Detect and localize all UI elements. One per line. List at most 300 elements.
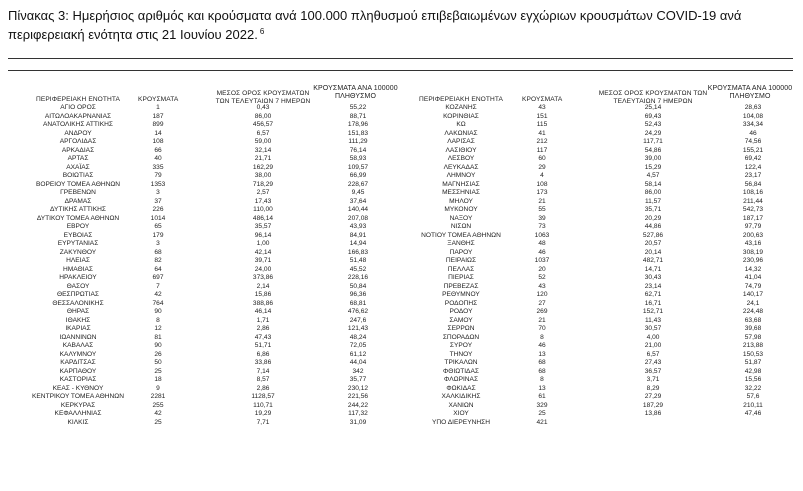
cell-cases: 25 <box>154 418 162 426</box>
cell-per100k: 247,6 <box>349 316 367 324</box>
cell-cases: 52 <box>538 274 546 281</box>
cell-avg7: 27,43 <box>644 359 662 366</box>
cell-avg7: 117,71 <box>643 138 663 145</box>
cell-cases: 40 <box>154 155 162 162</box>
cell-region: ΠΡΕΒΕΖΑΣ <box>443 282 479 290</box>
cell-avg7: 1,00 <box>256 240 270 247</box>
caption-text: Πίνακας 3: Ημερήσιος αριθμός και κρούσματα ανά 100.000 πληθυσμού επιβεβαιωμένων εγχώριων κρουσμάτων COVID-19 ανά περιφερειακή ενότητα στις 21 Ιουνίου 2022. <box>8 8 742 42</box>
cell-region: ΝΑΞΟΥ <box>449 214 473 222</box>
cell-per100k: 166,83 <box>347 248 369 256</box>
table-right <box>400 84 795 427</box>
cell-cases: 27 <box>538 299 546 307</box>
cell-per100k: 84,91 <box>349 231 367 239</box>
cell-per100k: 200,63 <box>742 231 764 239</box>
cell-region: ΙΘΑΚΗΣ <box>65 316 91 324</box>
cell-region: ΑΡΓΟΛΙΔΑΣ <box>59 138 97 145</box>
cell-per100k: 104,08 <box>742 112 764 120</box>
cell-cases: 335 <box>152 163 164 171</box>
table-row <box>8 419 393 428</box>
cell-per100k: 96,36 <box>349 291 367 298</box>
header-avg7: ΜΕΣΟΣ ΟΡΟΣ ΚΡΟΥΣΜΑΤΩΝ ΤΩΝ ΤΕΛΕΥΤΑΙΩΝ 7 ΗΜΕΡΩΝ <box>598 90 708 105</box>
cell-avg7: 39,00 <box>644 155 662 162</box>
cell-per100k: 187,17 <box>742 214 764 222</box>
cell-cases: 37 <box>154 197 162 205</box>
cell-avg7: 21,00 <box>644 342 662 349</box>
table-row <box>400 410 795 419</box>
cell-cases: 13 <box>538 384 546 392</box>
header-cases: ΚΡΟΥΣΜΑΤΑ <box>522 96 563 103</box>
cell-region: ΚΕΝΤΡΙΚΟΥ ΤΟΜΕΑ ΑΘΗΝΩΝ <box>32 393 124 400</box>
table-row <box>400 232 795 241</box>
cell-per100k: 228,67 <box>347 180 369 188</box>
cell-region: ΒΟΙΩΤΙΑΣ <box>62 172 94 179</box>
cell-cases: 82 <box>154 257 162 264</box>
cell-avg7: 39,71 <box>254 257 272 264</box>
table-row <box>400 334 795 343</box>
divider-bottom <box>8 70 793 71</box>
cell-avg7: 3,71 <box>646 376 660 383</box>
cell-cases: 151 <box>536 112 548 120</box>
cell-per100k: 76,14 <box>349 146 367 154</box>
cell-region: ΦΩΚΙΔΑΣ <box>446 384 476 392</box>
cell-region: ΤΗΝΟΥ <box>449 350 473 358</box>
cell-cases: 108 <box>536 180 548 188</box>
cell-per100k: 24,1 <box>746 299 760 307</box>
cell-region: ΚΑΒΑΛΑΣ <box>62 342 94 349</box>
cell-region: ΞΑΝΘΗΣ <box>447 240 475 247</box>
cell-cases: 764 <box>152 299 164 307</box>
table-header <box>400 84 795 104</box>
cell-cases: 697 <box>152 274 164 281</box>
cell-region: ΑΙΤΩΛΟΑΚΑΡΝΑΝΙΑΣ <box>44 112 112 120</box>
cell-region: ΛΑΣΙΘΙΟΥ <box>445 146 477 154</box>
cell-per100k: 207,08 <box>347 214 369 222</box>
cell-per100k: 108,16 <box>742 189 764 196</box>
table-row <box>8 249 393 258</box>
cell-per100k: 35,77 <box>349 376 367 383</box>
cell-region: ΛΕΣΒΟΥ <box>447 155 475 162</box>
cell-per100k: 151,83 <box>347 129 369 137</box>
cell-avg7: 86,00 <box>644 189 662 196</box>
cell-cases: 25 <box>154 367 162 375</box>
table-caption <box>8 6 798 44</box>
cell-per100k: 61,12 <box>349 350 367 358</box>
table-row <box>400 113 795 122</box>
cell-cases: 68 <box>538 367 546 375</box>
cell-cases: 46 <box>538 248 546 256</box>
table-row <box>400 223 795 232</box>
cell-avg7: 11,43 <box>644 316 661 324</box>
cell-cases: 226 <box>152 206 164 213</box>
cell-per100k: 57,6 <box>746 393 760 400</box>
cell-avg7: 20,57 <box>644 240 662 247</box>
cell-per100k: 37,64 <box>349 197 367 205</box>
cell-cases: 269 <box>536 308 548 315</box>
cell-per100k: 74,79 <box>744 282 762 290</box>
cell-cases: 187 <box>152 112 164 120</box>
table-row <box>400 393 795 402</box>
table-row <box>400 206 795 215</box>
cell-avg7: 4,57 <box>646 172 660 179</box>
cell-avg7: 47,43 <box>254 333 272 341</box>
cell-region: ΘΕΣΣΑΛΟΝΙΚΗΣ <box>52 299 104 307</box>
table-row <box>400 266 795 275</box>
cell-cases: 329 <box>536 401 548 409</box>
cell-cases: 90 <box>154 308 162 315</box>
cell-per100k: 51,48 <box>349 257 367 264</box>
table-row <box>400 147 795 156</box>
table-row <box>8 232 393 241</box>
table-row <box>400 198 795 207</box>
cell-region: ΚΑΡΔΙΤΣΑΣ <box>60 359 96 366</box>
cell-region: ΧΙΟΥ <box>453 410 469 417</box>
table-row <box>8 172 393 181</box>
header-per100k: ΚΡΟΥΣΜΑΤΑ ΑΝΑ 100000 ΠΛΗΘΥΣΜΟ <box>707 85 793 100</box>
cell-per100k: 74,56 <box>744 138 762 145</box>
cell-avg7: 86,00 <box>254 112 272 120</box>
cell-cases: 14 <box>154 129 162 137</box>
table-row <box>400 342 795 351</box>
cell-per100k: 111,29 <box>348 138 368 145</box>
cell-avg7: 44,86 <box>644 223 662 230</box>
cell-per100k: 334,34 <box>742 121 764 128</box>
cell-per100k: 308,19 <box>742 248 764 256</box>
table-row <box>400 368 795 377</box>
cell-avg7: 33,86 <box>254 359 272 366</box>
cell-cases: 79 <box>154 172 162 179</box>
cell-region: ΖΑΚΥΝΘΟΥ <box>59 248 97 256</box>
cell-avg7: 8,29 <box>646 384 660 392</box>
cell-cases: 8 <box>156 316 160 324</box>
cell-per100k: 109,57 <box>347 163 369 171</box>
cell-avg7: 7,71 <box>256 418 270 426</box>
table-row <box>400 240 795 249</box>
cell-avg7: 21,71 <box>254 155 272 162</box>
cell-region: ΠΕΛΛΑΣ <box>447 265 475 273</box>
table-row <box>400 181 795 190</box>
cell-region: ΠΙΕΡΙΑΣ <box>448 274 474 281</box>
cell-avg7: 19,29 <box>254 410 272 417</box>
cell-per100k: 42,98 <box>744 367 762 375</box>
table-row <box>400 138 795 147</box>
cell-region: ΕΒΡΟΥ <box>66 223 90 230</box>
cell-avg7: 718,29 <box>252 180 274 188</box>
cell-per100k: 244,22 <box>347 401 369 409</box>
cell-cases: 899 <box>152 121 164 128</box>
cell-cases: 2281 <box>150 393 166 400</box>
table-row <box>8 351 393 360</box>
cell-avg7: 527,86 <box>642 231 664 239</box>
cell-region: ΤΡΙΚΑΛΩΝ <box>444 359 478 366</box>
cell-region: ΥΠΟ ΔΙΕΡΕΥΝΗΣΗ <box>432 418 490 426</box>
cell-avg7: 24,29 <box>644 129 662 137</box>
cell-cases: 173 <box>536 189 548 196</box>
table-row <box>8 393 393 402</box>
table-row <box>8 376 393 385</box>
table-row <box>400 164 795 173</box>
table-header <box>8 84 398 105</box>
cell-region: ΒΟΡΕΙΟΥ ΤΟΜΕΑ ΑΘΗΝΩΝ <box>35 180 121 188</box>
cell-per100k: 224,48 <box>742 308 764 315</box>
cell-per100k: 57,98 <box>744 333 762 341</box>
cell-avg7: 388,86 <box>252 299 274 307</box>
table-row <box>400 351 795 360</box>
table-row <box>8 189 393 198</box>
cell-cases: 1014 <box>150 214 166 222</box>
cell-region: ΑΝΑΤΟΛΙΚΗΣ ΑΤΤΙΚΗΣ <box>43 121 113 128</box>
cell-region: ΚΙΛΚΙΣ <box>67 418 89 426</box>
cell-region: ΛΕΥΚΑΔΑΣ <box>443 163 479 171</box>
cell-cases: 9 <box>156 384 160 392</box>
table-row <box>400 257 795 266</box>
cell-cases: 3 <box>156 240 160 247</box>
table-row <box>400 189 795 198</box>
cell-per100k: 66,99 <box>349 172 367 179</box>
cell-cases: 4 <box>540 172 544 179</box>
cell-per100k: 121,43 <box>347 325 369 332</box>
cell-per100k: 14,94 <box>349 240 367 247</box>
cell-avg7: 2,14 <box>256 282 270 290</box>
header-region: ΠΕΡΙΦΕΡΕΙΑΚΗ ΕΝΟΤΗΤΑ <box>418 96 504 103</box>
table-row <box>8 266 393 275</box>
cell-avg7: 187,29 <box>642 401 664 409</box>
cell-per100k: 230,12 <box>347 384 369 392</box>
cell-cases: 1063 <box>534 231 550 239</box>
table-row <box>400 155 795 164</box>
cell-avg7: 38,00 <box>254 172 272 179</box>
cell-cases: 21 <box>538 197 546 205</box>
cell-per100k: 476,62 <box>347 308 369 315</box>
cell-avg7: 23,14 <box>644 282 662 290</box>
cell-avg7: 152,71 <box>642 308 664 315</box>
cell-region: ΙΚΑΡΙΑΣ <box>65 325 91 332</box>
cell-cases: 1 <box>156 104 160 111</box>
cell-per100k: 63,68 <box>744 316 762 324</box>
cell-cases: 25 <box>538 410 546 417</box>
table-row <box>8 359 393 368</box>
cell-region: ΑΡΚΑΔΙΑΣ <box>61 146 95 154</box>
cell-per100k: 56,84 <box>744 180 762 188</box>
table-row <box>8 257 393 266</box>
cell-per100k: 230,96 <box>742 257 764 264</box>
table-row <box>8 215 393 224</box>
cell-region: ΔΡΑΜΑΣ <box>64 197 92 205</box>
cell-region: ΜΕΣΣΗΝΙΑΣ <box>442 189 480 196</box>
cell-cases: 68 <box>538 359 546 366</box>
table-row <box>8 240 393 249</box>
table-row <box>8 291 393 300</box>
cell-cases: 81 <box>154 333 162 341</box>
cell-cases: 42 <box>154 410 162 417</box>
cell-region: ΘΕΣΠΡΩΤΙΑΣ <box>56 291 100 298</box>
cell-region: ΚΑΣΤΟΡΙΑΣ <box>59 376 97 383</box>
cell-per100k: 50,84 <box>349 282 367 290</box>
cell-region: ΘΑΣΟΥ <box>66 282 90 290</box>
cell-avg7: 110,71 <box>253 401 273 409</box>
cell-avg7: 162,29 <box>252 163 274 171</box>
cell-cases: 18 <box>154 376 162 383</box>
cell-avg7: 69,43 <box>644 112 662 120</box>
cell-cases: 65 <box>154 223 162 230</box>
cell-per100k: 44,04 <box>349 359 367 366</box>
cell-per100k: 178,96 <box>347 121 369 128</box>
cell-per100k: 68,81 <box>349 299 367 307</box>
cell-region: ΚΟΡΙΝΘΙΑΣ <box>443 112 479 120</box>
cell-region: ΔΥΤΙΚΗΣ ΑΤΤΙΚΗΣ <box>50 206 106 213</box>
cell-per100k: 140,17 <box>742 291 764 298</box>
cell-cases: 3 <box>156 189 160 196</box>
cell-cases: 179 <box>152 231 164 239</box>
cell-per100k: 14,32 <box>744 265 762 273</box>
cell-avg7: 6,86 <box>256 350 270 358</box>
cell-avg7: 36,57 <box>644 367 662 375</box>
cell-region: ΙΩΑΝΝΙΝΩΝ <box>59 333 97 341</box>
cell-avg7: 58,14 <box>644 180 662 188</box>
cell-per100k: 39,68 <box>744 325 762 332</box>
cell-avg7: 52,43 <box>644 121 662 128</box>
table-row <box>8 283 393 292</box>
table-row <box>400 402 795 411</box>
footnote-marker: 6 <box>259 26 265 36</box>
cell-per100k: 221,56 <box>347 393 369 400</box>
cell-per100k: 43,16 <box>744 240 762 247</box>
cell-avg7: 27,29 <box>644 393 662 400</box>
header-per100k: ΚΡΟΥΣΜΑΤΑ ΑΝΑ 100000 ΠΛΗΘΥΣΜΟ <box>313 85 398 100</box>
cell-avg7: 11,57 <box>644 197 661 205</box>
cell-per100k: 23,17 <box>744 172 762 179</box>
cell-cases: 60 <box>538 155 546 162</box>
table-row <box>400 300 795 309</box>
cell-region: ΜΑΓΝΗΣΙΑΣ <box>442 180 480 188</box>
cell-avg7: 15,29 <box>644 163 662 171</box>
cell-region: ΦΘΙΩΤΙΔΑΣ <box>443 367 479 375</box>
cell-cases: 70 <box>538 325 546 332</box>
cell-region: ΕΥΒΟΙΑΣ <box>63 231 93 239</box>
table-row <box>8 334 393 343</box>
table-row <box>8 300 393 309</box>
cell-cases: 64 <box>154 265 162 273</box>
cell-cases: 61 <box>538 393 546 400</box>
cell-avg7: 25,14 <box>644 104 662 111</box>
cell-per100k: 211,44 <box>743 197 763 205</box>
cell-cases: 20 <box>538 265 546 273</box>
table-row <box>400 419 795 428</box>
table-row <box>400 359 795 368</box>
cell-per100k: 31,09 <box>349 418 367 426</box>
table-row <box>400 215 795 224</box>
cell-avg7: 24,00 <box>254 265 272 273</box>
cell-avg7: 59,00 <box>254 138 272 145</box>
cell-per100k: 9,45 <box>351 189 365 196</box>
table-row <box>400 274 795 283</box>
cell-avg7: 13,86 <box>644 410 662 417</box>
cell-cases: 212 <box>536 138 548 145</box>
cell-cases: 12 <box>154 325 162 332</box>
cell-region: ΦΛΩΡΙΝΑΣ <box>443 376 479 383</box>
cell-per100k: 32,22 <box>744 384 762 392</box>
table-left <box>8 84 398 427</box>
cell-avg7: 6,57 <box>256 129 270 137</box>
cell-region: ΝΟΤΙΟΥ ΤΟΜΕΑ ΑΘΗΝΩΝ <box>421 231 501 239</box>
table-row <box>8 104 393 113</box>
cell-per100k: 210,11 <box>743 401 763 409</box>
cell-cases: 8 <box>540 333 544 341</box>
cell-per100k: 542,73 <box>742 206 764 213</box>
cell-region: ΣΥΡΟΥ <box>449 342 473 349</box>
cell-region: ΣΑΜΟΥ <box>449 316 473 324</box>
header-region: ΠΕΡΙΦΕΡΕΙΑΚΗ ΕΝΟΤΗΤΑ <box>35 96 121 103</box>
cell-region: ΚΕΦΑΛΛΗΝΙΑΣ <box>54 410 102 417</box>
cell-avg7: 2,86 <box>256 384 270 392</box>
cell-region: ΔΥΤΙΚΟΥ ΤΟΜΕΑ ΑΘΗΝΩΝ <box>36 214 120 222</box>
table-row <box>400 291 795 300</box>
divider-top <box>8 58 793 59</box>
cell-per100k: 150,53 <box>742 350 764 358</box>
cell-per100k: 55,22 <box>349 104 367 111</box>
table-row <box>8 198 393 207</box>
table-row <box>8 121 393 130</box>
table-row <box>8 164 393 173</box>
table-row <box>8 274 393 283</box>
cell-per100k: 140,44 <box>347 206 369 213</box>
cell-region: ΡΕΘΥΜΝΟΥ <box>442 291 480 298</box>
table-body <box>8 104 393 427</box>
cell-avg7: 62,71 <box>644 291 662 298</box>
cell-region: ΡΟΔΟΠΗΣ <box>444 299 478 307</box>
cell-region: ΧΑΛΚΙΔΙΚΗΣ <box>441 393 481 400</box>
cell-avg7: 486,14 <box>252 214 274 222</box>
cell-avg7: 1,71 <box>256 316 270 324</box>
table-row <box>400 283 795 292</box>
cell-cases: 43 <box>538 282 546 290</box>
cell-per100k: 342 <box>352 367 364 375</box>
table-row <box>8 138 393 147</box>
table-row <box>8 368 393 377</box>
cell-region: ΚΟΖΑΝΗΣ <box>445 104 477 111</box>
cell-cases: 21 <box>538 316 546 324</box>
table-row <box>400 172 795 181</box>
cell-per100k: 117,32 <box>348 410 368 417</box>
cell-region: ΗΜΑΘΙΑΣ <box>63 265 93 273</box>
table-row <box>8 155 393 164</box>
cell-region: ΚΑΛΥΜΝΟΥ <box>59 350 97 358</box>
cell-cases: 115 <box>536 121 548 128</box>
cell-region: ΣΠΟΡΑΔΩΝ <box>442 333 480 341</box>
header-avg7: ΜΕΣΟΣ ΟΡΟΣ ΚΡΟΥΣΜΑΤΩΝ ΤΩΝ ΤΕΛΕΥΤΑΙΩΝ 7 ΗΜΕΡΩΝ <box>215 90 311 105</box>
cell-region: ΚΕΡΚΥΡΑΣ <box>60 401 96 409</box>
cell-per100k: 213,88 <box>742 342 764 349</box>
cell-per100k: 28,63 <box>744 104 762 111</box>
cell-cases: 39 <box>538 214 546 222</box>
table-row <box>400 317 795 326</box>
cell-per100k: 45,52 <box>349 265 367 273</box>
cell-avg7: 2,57 <box>256 189 270 196</box>
cell-avg7: 14,71 <box>644 265 662 273</box>
cell-avg7: 35,71 <box>644 206 662 213</box>
cell-per100k: 97,79 <box>744 223 762 230</box>
table-row <box>8 342 393 351</box>
table-row <box>8 317 393 326</box>
cell-avg7: 35,57 <box>254 223 272 230</box>
cell-cases: 120 <box>536 291 548 298</box>
table-row <box>8 402 393 411</box>
cell-cases: 42 <box>154 291 162 298</box>
cell-cases: 66 <box>154 146 162 154</box>
cell-per100k: 58,93 <box>349 155 367 162</box>
cell-avg7: 4,00 <box>646 333 660 341</box>
cell-per100k: 51,87 <box>744 359 762 366</box>
cell-region: ΛΗΜΝΟΥ <box>446 172 476 179</box>
